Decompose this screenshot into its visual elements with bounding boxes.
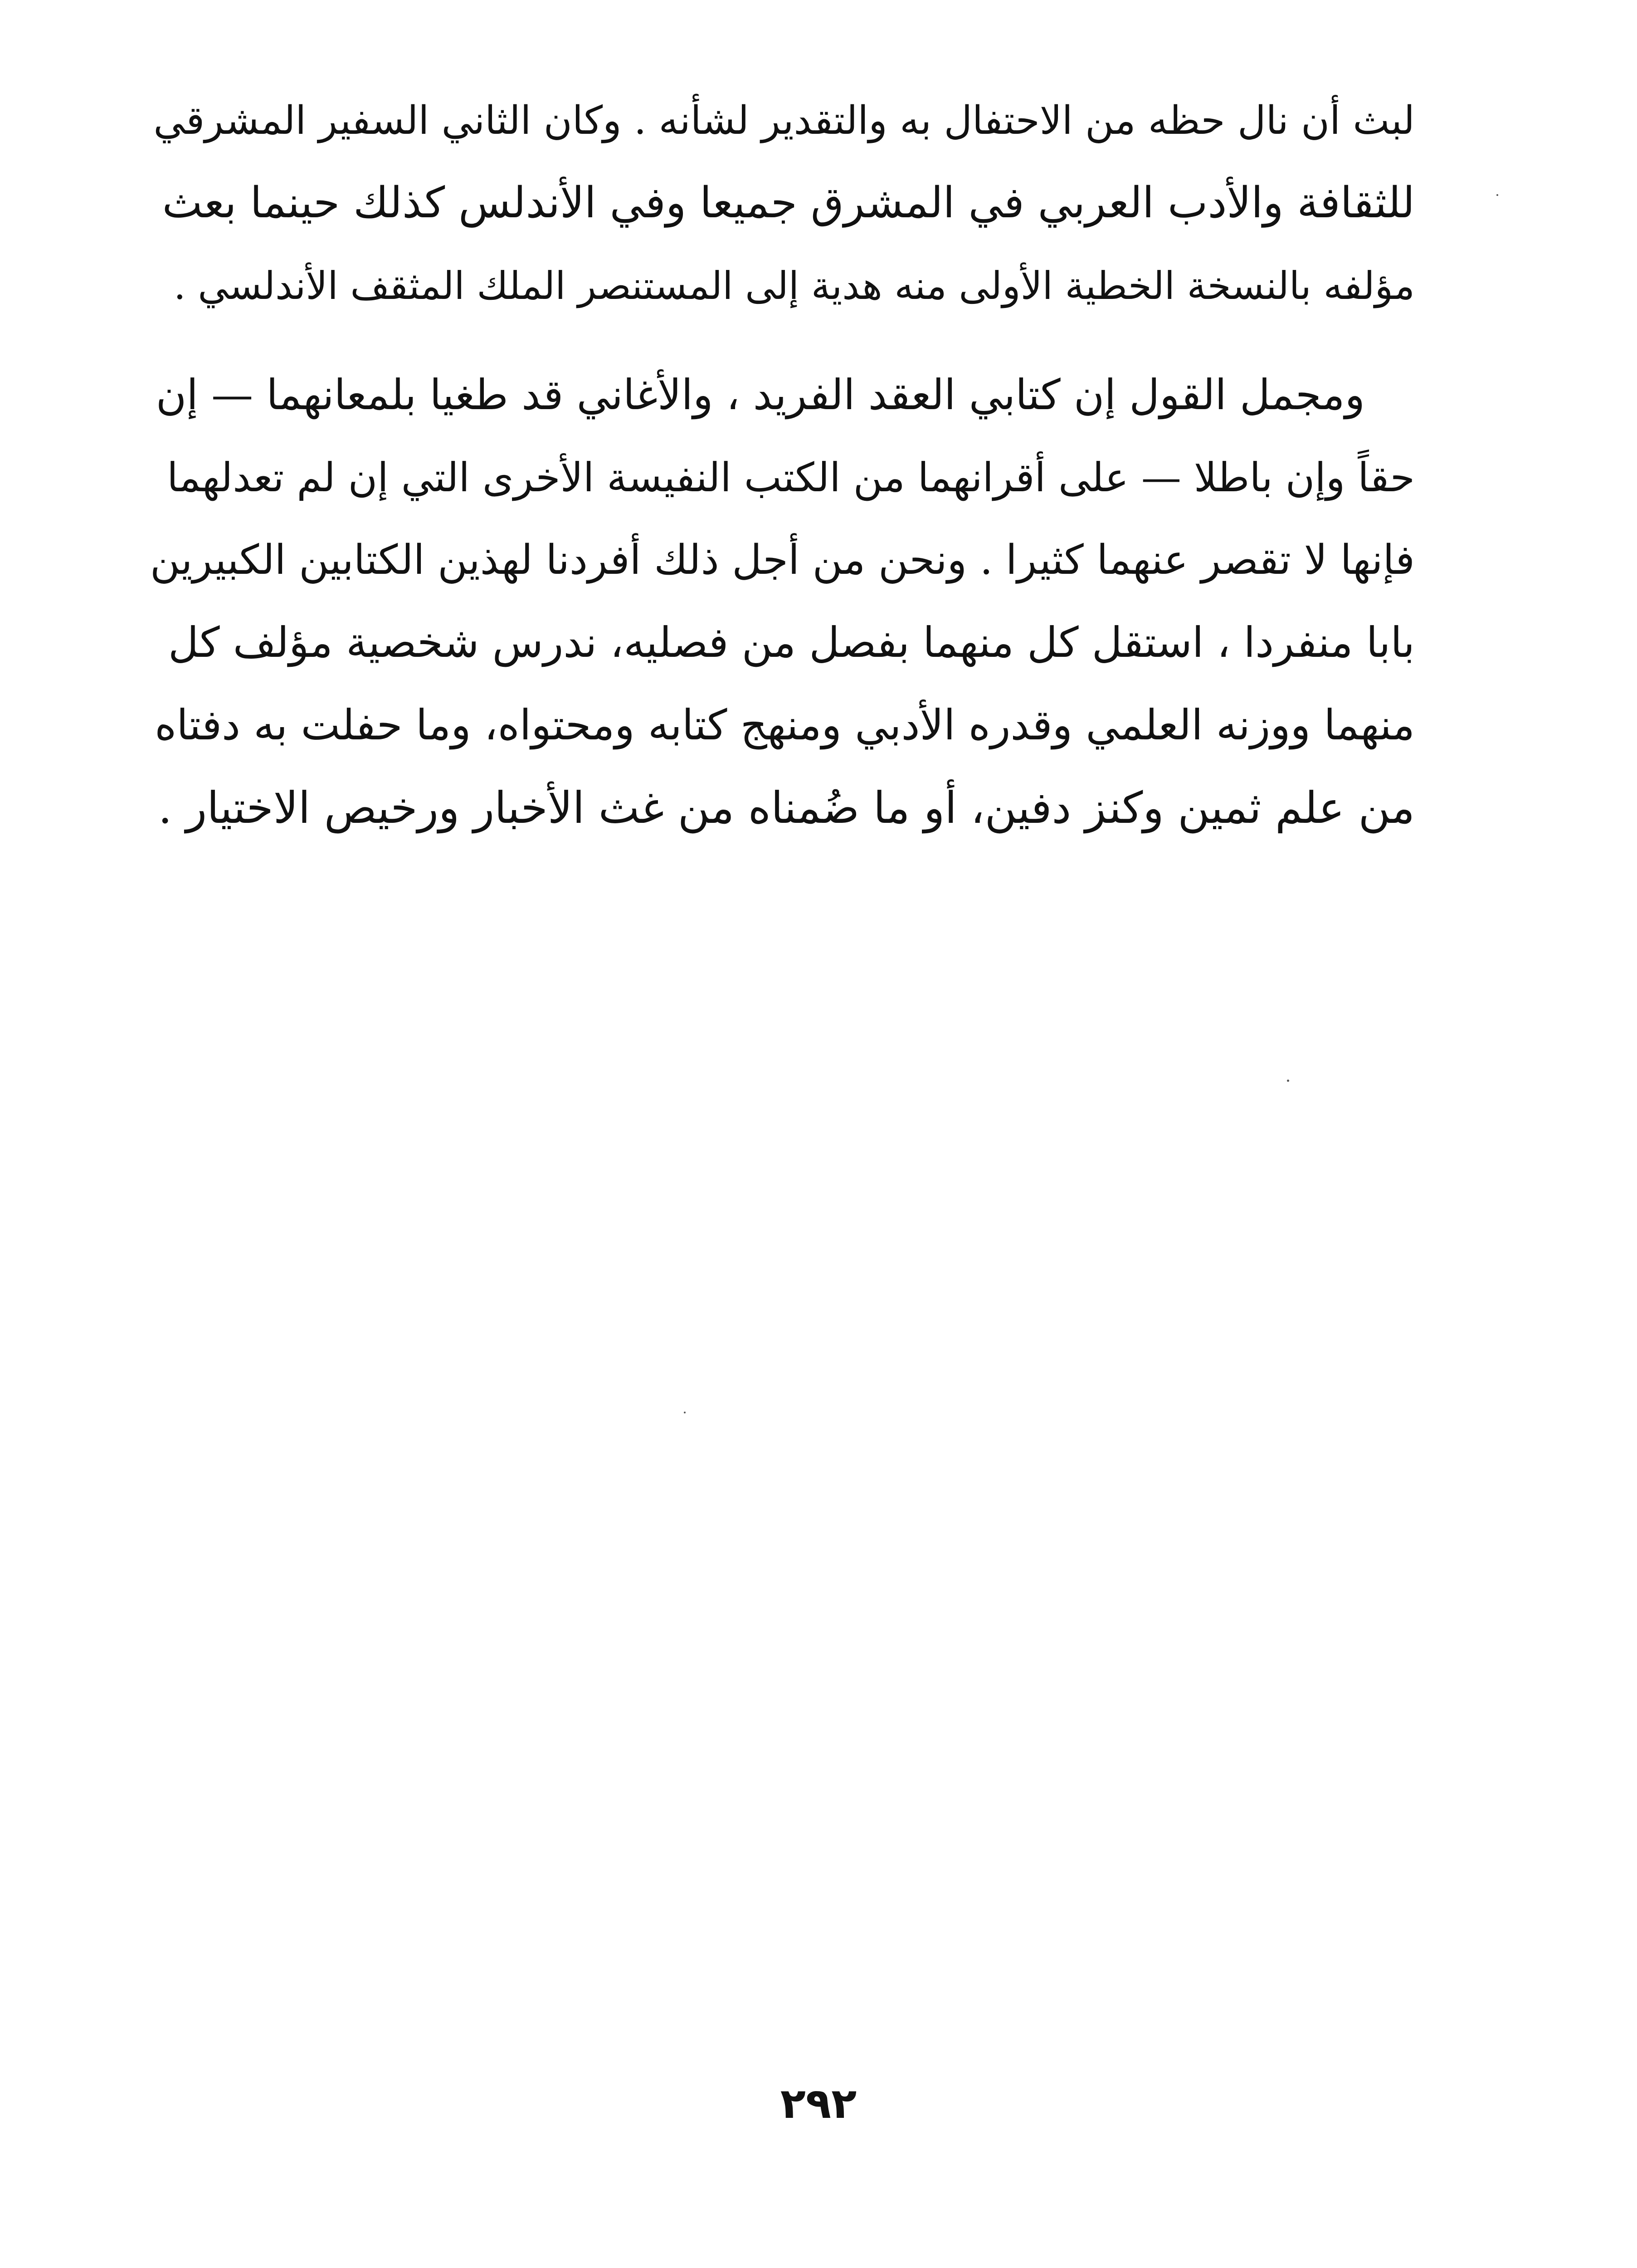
paragraph-line: ومجمل القول إن كتابي العقد الفريد ، والأغاني قد طغيا بلمعانهما — إن (156, 371, 1365, 419)
paragraph-line: للثقافة والأدب العربي في المشرق جميعا وفي الأندلس كذلك حينما بعث (162, 178, 1415, 228)
paragraph-line: لبث أن نال حظه من الاحتفال به والتقدير لشأنه . وكان الثاني السفير المشرقي (153, 98, 1415, 143)
paragraph-line: مؤلفه بالنسخة الخطية الأولى منه هدية إلى المستنصر الملك المثقف الأندلسي . (174, 264, 1415, 308)
paragraph-line: فإنها لا تقصر عنهما كثيرا . ونحن من أجل ذلك أفردنا لهذين الكتابين الكبيرين (150, 536, 1415, 584)
paragraph-line: بابا منفردا ، استقل كل منهما بفصل من فصليه، ندرس شخصية مؤلف كل (168, 618, 1415, 667)
paragraph-line: حقاً وإن باطلا — على أقرانهما من الكتب النفيسة الأخرى التي إن لم تعدلهما (167, 454, 1415, 501)
page-number: ٢٩٢ (780, 2079, 857, 2128)
scan-speck (684, 1412, 686, 1413)
scan-speck (1496, 194, 1498, 196)
paragraph-1 (145, 79, 1415, 327)
paragraph-2 (145, 354, 1415, 849)
paragraph-line: من علم ثمين وكنز دفين، أو ما ضُمناه من غث الأخبار ورخيص الاختيار . (158, 782, 1415, 833)
paragraph-line: منهما ووزنه العلمي وقدره الأدبي ومنهج كتابه ومحتواه، وما حفلت به دفتاه (155, 701, 1415, 749)
scan-speck (1287, 1080, 1289, 1082)
